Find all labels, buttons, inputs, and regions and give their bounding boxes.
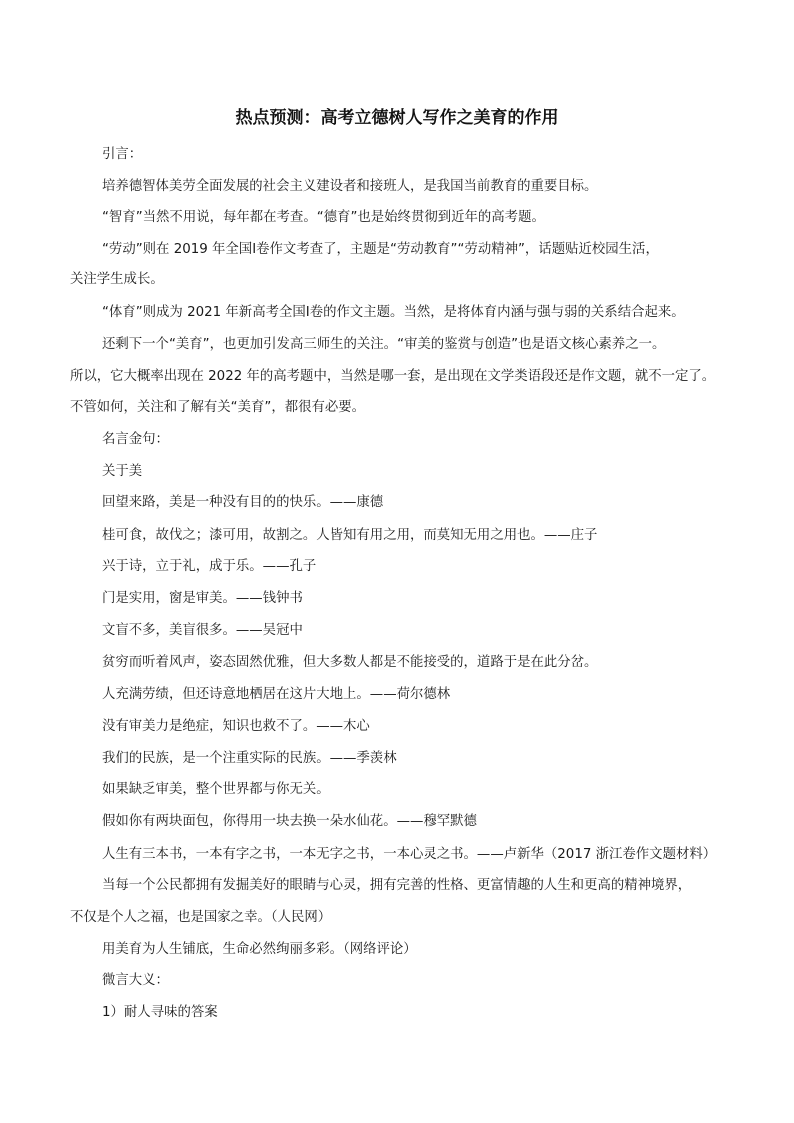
text-line: “劳动”则在 2019 年全国Ⅰ卷作文考查了，主题是“劳动教育”“劳动精神”，话题贴近校园生活， <box>102 242 659 257</box>
text-line: “智育”当然不用说，每年都在考查。“德育”也是始终贯彻到近年的高考题。 <box>102 210 545 225</box>
quote-line: 人生有三本书，一本有字之书，一本无字之书，一本心灵之书。——卢新华（2017 浙江卷作文题材料） <box>102 847 717 862</box>
quote-line: 没有审美力是绝症，知识也救不了。——木心 <box>102 719 370 734</box>
subsection-heading: 1）耐人寻味的答案 <box>102 1005 218 1020</box>
quote-line: 用美育为人生铺底，生命必然绚丽多彩。（网络评论） <box>102 942 417 957</box>
quote-line: 不仅是个人之福，也是国家之幸。（人民网） <box>70 910 332 925</box>
text-line: 不管如何，关注和了解有关“美育”，都很有必要。 <box>70 400 366 415</box>
text-line: 引言： <box>102 147 143 162</box>
text-line: 关注学生成长。 <box>70 272 164 287</box>
section-heading: 微言大义： <box>102 973 169 988</box>
quote-line: 假如你有两块面包，你得用一块去换一朵水仙花。——穆罕默德 <box>102 814 477 829</box>
text-line: 培养德智体美劳全面发展的社会主义建设者和接班人，是我国当前教育的重要目标。 <box>102 179 598 194</box>
subsection-heading: 关于美 <box>102 464 143 479</box>
text-line: 还剩下一个“美育”，也更加引发高三师生的关注。“审美的鉴赏与创造”也是语文核心素养之一。 <box>102 337 666 352</box>
text-line: “体育”则成为 2021 年新高考全国Ⅰ卷的作文主题。当然，是将体育内涵与强与弱的关系结合起来。 <box>102 305 685 320</box>
quote-line: 人充满劳绩，但还诗意地栖居在这片大地上。——荷尔德林 <box>102 687 451 702</box>
quote-line: 如果缺乏审美，整个世界都与你无关。 <box>102 782 330 797</box>
page-title: 热点预测：高考立德树人写作之美育的作用 <box>235 108 559 128</box>
quote-line: 文盲不多，美盲很多。——吴冠中 <box>102 623 303 638</box>
quote-line: 当每一个公民都拥有发掘美好的眼睛与心灵，拥有完善的性格、更富情趣的人生和更高的精神境界， <box>102 878 692 893</box>
quote-line: 门是实用，窗是审美。——钱钟书 <box>102 591 303 606</box>
quote-line: 回望来路，美是一种没有目的的快乐。——康德 <box>102 495 384 510</box>
quote-line: 贫穷而听着风声，姿态固然优雅，但大多数人都是不能接受的，道路于是在此分岔。 <box>102 655 598 670</box>
quote-line: 桂可食，故伐之；漆可用，故割之。人皆知有用之用，而莫知无用之用也。——庄子 <box>102 528 598 543</box>
section-heading: 名言金句： <box>102 432 169 447</box>
quote-line: 兴于诗，立于礼，成于乐。——孔子 <box>102 559 317 574</box>
quote-line: 我们的民族，是一个注重实际的民族。——季羡林 <box>102 751 397 766</box>
text-line: 所以，它大概率出现在 2022 年的高考题中，当然是哪一套，是出现在文学类语段还是作文题，就不一定了。 <box>70 369 716 384</box>
